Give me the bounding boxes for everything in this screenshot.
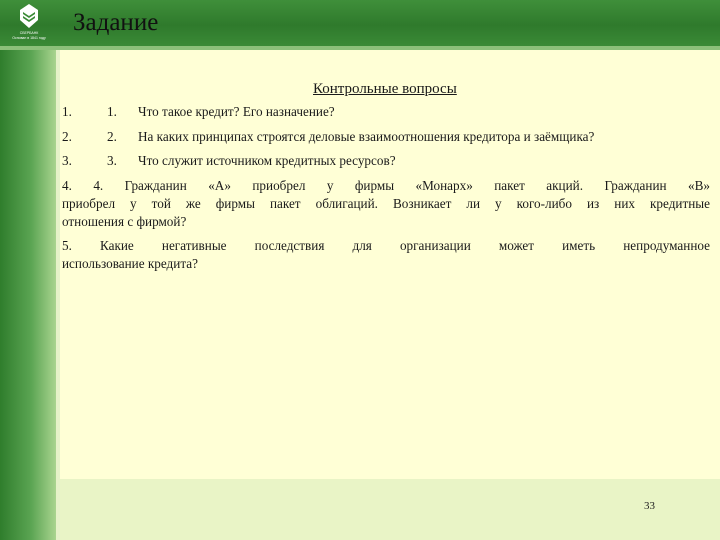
question-text: Что такое кредит? Его назначение?	[138, 104, 335, 119]
logo-icon	[19, 3, 39, 29]
question-text: Что служит источником кредитных ресурсов?	[138, 153, 396, 168]
question-5-line-1: 5. Какие негативные последствия для организации может иметь непродуманное	[62, 238, 710, 253]
question-inner-number: 2.	[107, 129, 117, 144]
bottom-band	[60, 479, 720, 540]
question-5-line-2: использование кредита?	[62, 256, 198, 271]
question-4-line-2: приобрел у той же фирмы пакет облигаций. Возникает ли у кого-либо из них кредитные	[62, 196, 710, 211]
question-4-line-3: отношения с фирмой?	[62, 214, 187, 229]
question-outer-number: 3.	[62, 153, 72, 168]
sberbank-logo	[9, 3, 49, 43]
slide-title: Задание	[73, 9, 159, 36]
question-4-line-1: 4. 4. Гражданин «А» приобрел у фирмы «Монарх» пакет акций. Гражданин «В»	[62, 178, 710, 193]
question-outer-number: 2.	[62, 129, 72, 144]
banner-stripe	[0, 46, 720, 50]
logo-tagline-text: Основан в 1841 году	[12, 36, 46, 40]
page-number: 33	[644, 500, 655, 512]
left-strip-divider	[56, 50, 60, 540]
left-strip	[0, 50, 56, 540]
logo-brand-text: СБЕРБАНК	[19, 31, 39, 35]
question-inner-number: 1.	[107, 104, 117, 119]
question-text: На каких принципах строятся деловые взаимоотношения кредитора и заёмщика?	[138, 129, 595, 144]
question-inner-number: 3.	[107, 153, 117, 168]
question-outer-number: 1.	[62, 104, 72, 119]
slide-subtitle: Контрольные вопросы	[313, 81, 457, 97]
